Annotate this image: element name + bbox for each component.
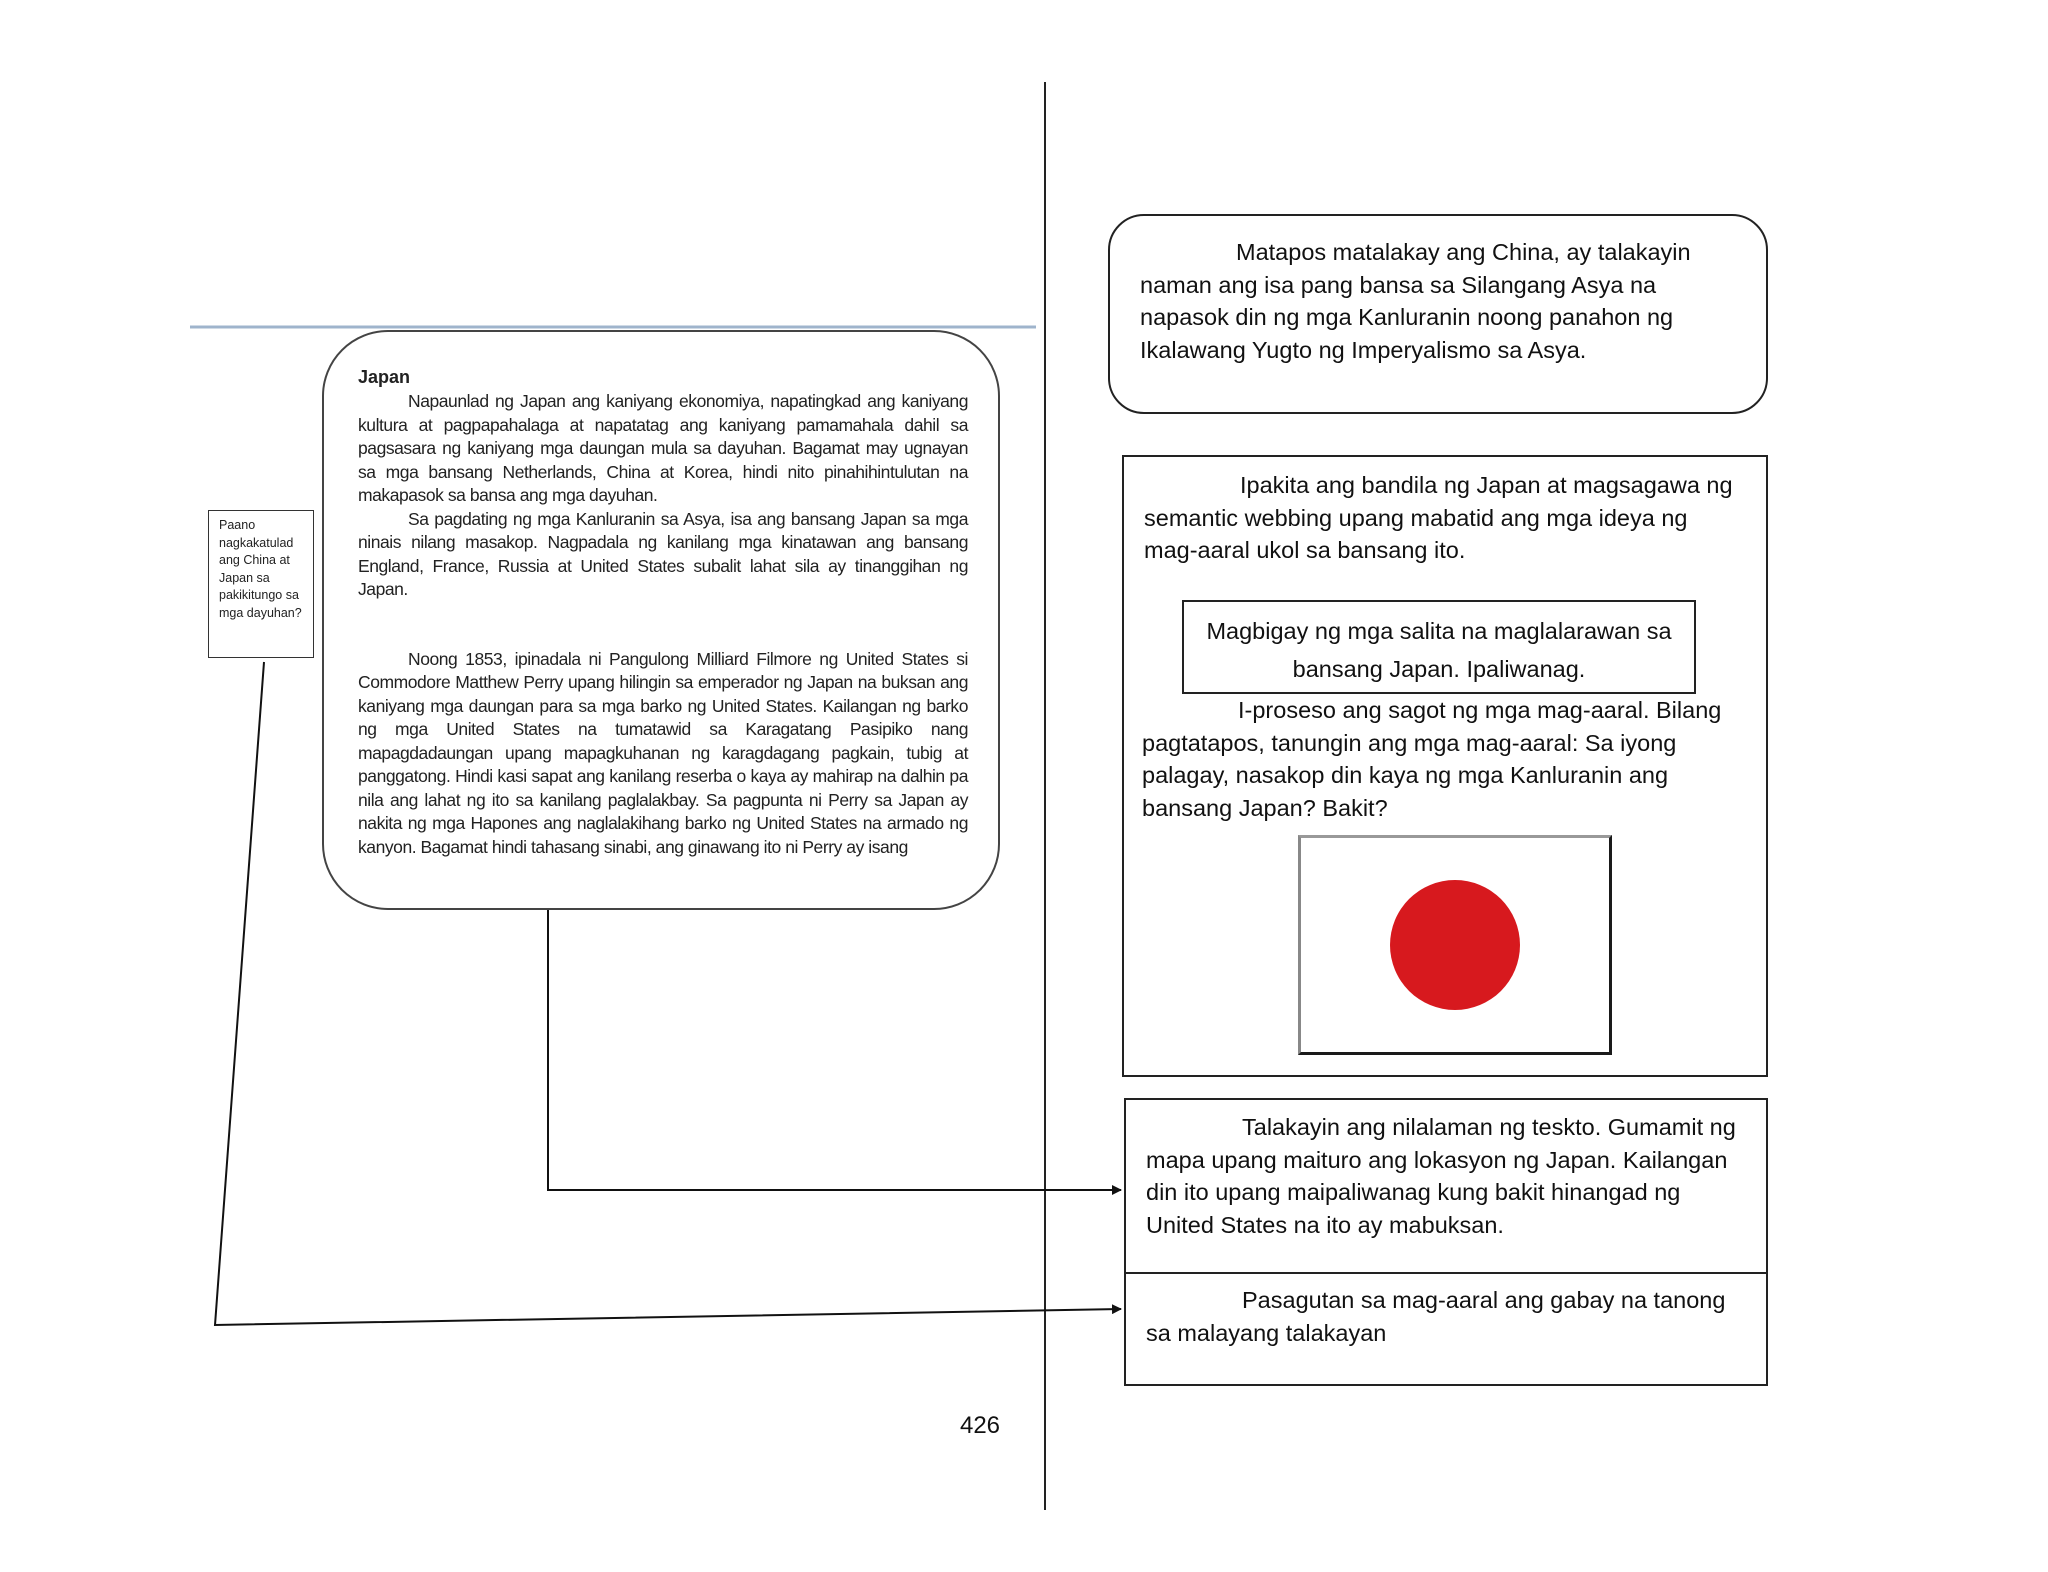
excerpt-paragraph-3: Noong 1853, ipinadala ni Pangulong Milliard Filmore ng United States si Commodore Matthew Perry upang hilingin sa emperador ng Japan na buksan ang kaniyang mga daungan para sa mga barko ng United States. Kailangan ng barko ng mga United States na tumatawid sa Karagatang Pasipiko nang mapagdadaungan upang mapagkuhanan ng karagdagang pagkain, tubig at panggatong. Hindi kasi sapat ang kanilang reserba o kaya ay mahirap na dalhin pa nila ang lahat ng ito sa kanilang paglalakbay. Sa pagpunta ni Perry sa Japan ay nakita ng mga Hapones ang naglalakihang barko ng United States na armado ng kanyon. Bagamat hindi tahasang sinabi, ang ginawang ito ni Perry ay isang	[358, 648, 968, 857]
guide-question-box	[1124, 1272, 1768, 1386]
excerpt-heading: Japan	[358, 367, 411, 387]
process-note	[1142, 694, 1746, 824]
discussion-note-text: Talakayin ang nilalaman ng teskto. Gumamit ng mapa upang maituro ang lokasyon ng Japan. Kailangan din ito upang maipaliwanag kung bakit hinangad ng United States na ito ay mabuksan.	[1146, 1114, 1736, 1238]
describe-prompt-text: Magbigay ng mga salita na maglalarawan sa bansang Japan. Ipaliwanag.	[1206, 618, 1672, 682]
arrow-excerpt-to-discussion	[548, 908, 1121, 1190]
side-question-box	[208, 510, 314, 658]
side-question-text: Paano nagkakatulad ang China at Japan sa pakikitungo sa mga dayuhan?	[219, 518, 302, 620]
flag-activity-text: Ipakita ang bandila ng Japan at magsagawa ng semantic webbing upang mabatid ang mga ideya ng mag-aaral ukol sa bansang ito.	[1144, 472, 1733, 563]
intro-note-text: Matapos matalakay ang China, ay talakayin naman ang isa pang bansa sa Silangang Asya na napasok din ng mga Kanluranin noong panahon ng Ikalawang Yugto ng Imperyalismo sa Asya.	[1140, 239, 1691, 363]
page-number: 426	[959, 1412, 1001, 1439]
describe-prompt-box	[1182, 600, 1696, 694]
excerpt-paragraph-2: Sa pagdating ng mga Kanluranin sa Asya, isa ang bansang Japan sa mga ninais nilang masakop. Nagpadala ng kanilang mga kinatawan ang bansang England, France, Russia at United States subalit lahat sila ay tinanggihan ng Japan.	[358, 508, 968, 599]
flag-red-disc	[1390, 880, 1520, 1010]
japan-flag-icon	[1298, 835, 1612, 1055]
discussion-note-box	[1124, 1098, 1768, 1273]
excerpt-paragraph-1: Napaunlad ng Japan ang kaniyang ekonomiya, napatingkad ang kaniyang kultura at pagpapahalaga at napatatag ang kaniyang pamamahala dahil sa pagsasara ng kaniyang mga daungan mula sa dayuhan. Bagamat may ugnayan sa mga bansang Netherlands, China at Korea, hindi nito pinahihintulutan na makapasok sa bansa ang mga dayuhan.	[358, 391, 968, 505]
process-note-text: I-proseso ang sagot ng mga mag-aaral. Bilang pagtatapos, tanungin ang mga mag-aaral: Sa iyong palagay, nasakop din kaya ng mga Kanluranin ang bansang Japan? Bakit?	[1142, 697, 1722, 821]
guide-question-text: Pasagutan sa mag-aaral ang gabay na tanong sa malayang talakayan	[1146, 1287, 1726, 1346]
textbook-excerpt	[322, 330, 1000, 910]
intro-note-box	[1108, 214, 1768, 414]
